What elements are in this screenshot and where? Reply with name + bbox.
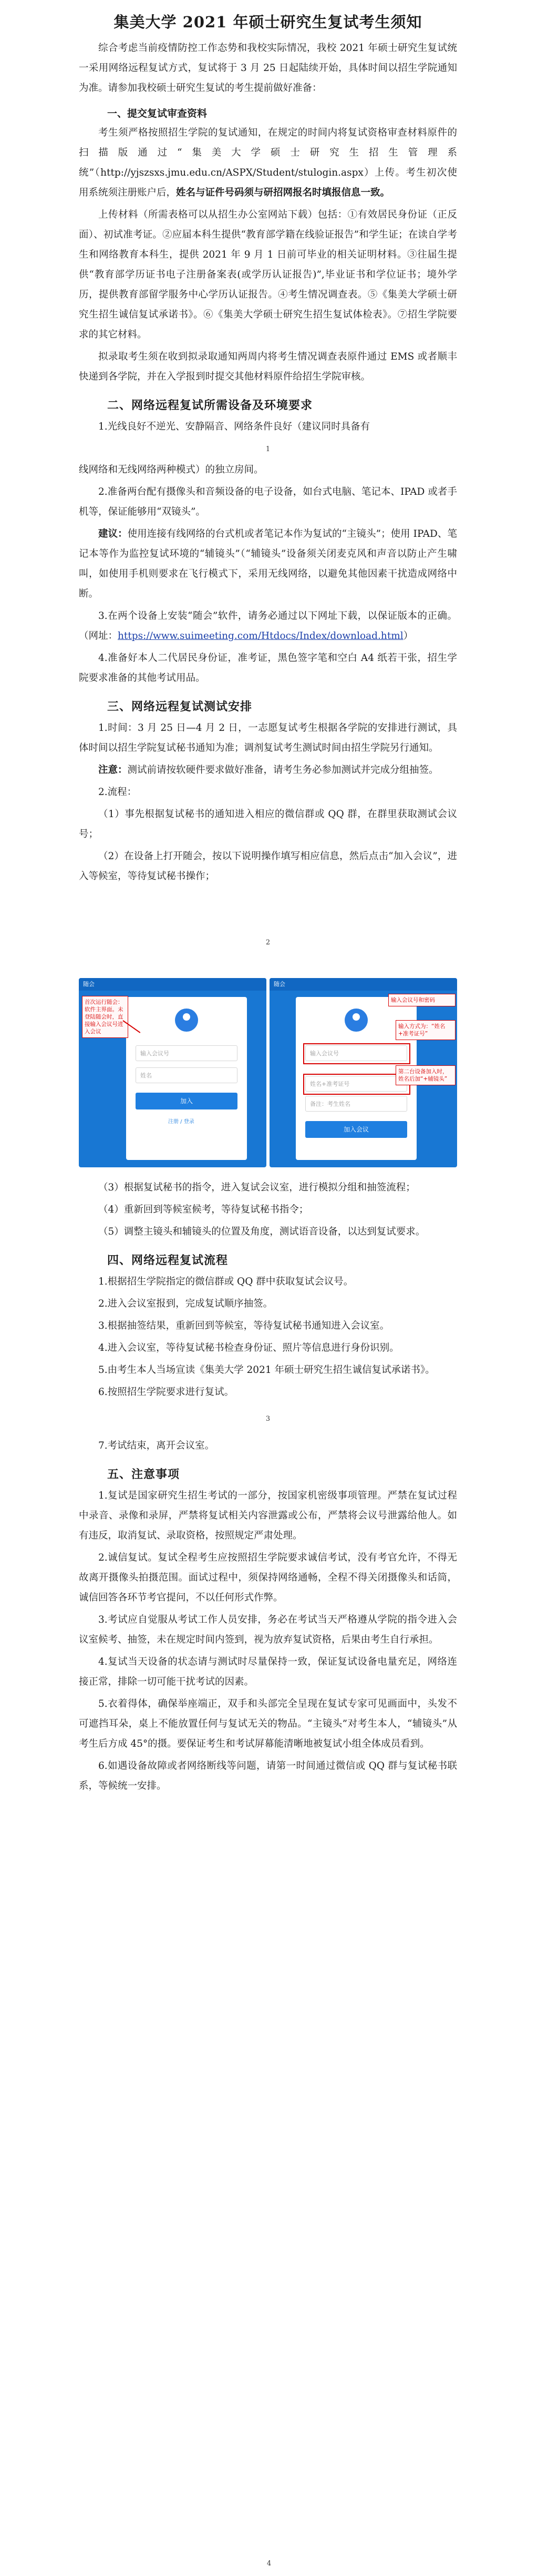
screenshot-left	[79, 978, 266, 1167]
download-text-end: ）	[403, 630, 413, 642]
intro-paragraph: 综合考虑当前疫情防控工作态势和我校实际情况，我校 2021 年硕士研究生复试统一采用网络远程复试方式，复试将于 3 月 25 日起陆续开始，具体时间以招生学院通知为准。请参加我校硕士研究生复试的考生提前做好准备：	[79, 43, 457, 94]
section-3-heading: 三、网络远程复试测试安排	[107, 700, 253, 714]
highlight-box	[303, 1043, 410, 1064]
section-4-paragraph-7: 7.考试结束，离开会议室。	[98, 1440, 215, 1451]
page-break-1	[79, 439, 457, 460]
login-link[interactable]: 注册 / 登录	[168, 1119, 194, 1125]
section-5-paragraph-6: 6.如遇设备故障或者网络断线等问题，请第一时间通过微信或 QQ 群与复试秘书联系，等候统一安排。	[79, 1760, 457, 1791]
highlight-box	[303, 1074, 410, 1095]
section-4-paragraph-2: 2.进入会议室报到，完成复试顺序抽签。	[98, 1298, 273, 1309]
section-3-paragraph-8: （5）调整主镜头和辅镜头的位置及角度，测试语音设备，以达到复试要求。	[98, 1226, 426, 1237]
section-5-paragraph-2: 2.诚信复试。复试全程考生应按照招生学院要求诚信考试，没有考官允许，不得无故离开摄像头拍摄范围。面试过程中，须保持网络通畅，全程不得关闭摄像头和话筒，诚信回答各环节考官提问，不以任何形式作弊。	[79, 1552, 457, 1603]
avatar-icon	[175, 1009, 198, 1032]
section-5-paragraph-4: 4.复试当天设备的状态请与测试时尽量保持一致，保证复试设备电量充足，网络连接正常，排除一切可能干扰考试的因素。	[79, 1656, 457, 1687]
section-3-paragraph-6: （3）根据复试秘书的指令，进入复试会议室，进行模拟分组和抽签流程；	[98, 1182, 416, 1193]
left-callout-note: 首次运行随会：软件主界面。未登陆随会时，直接输入会议号进入会议	[82, 996, 128, 1038]
page-number-3: 3	[265, 1415, 271, 1423]
section-1-paragraph-1	[79, 123, 457, 203]
app-title-bar: 随会	[79, 978, 266, 991]
section-2-paragraph-2: 2.准备两台配有摄像头和音频设备的电子设备，如台式电脑、笔记本、IPAD 或者手机等，保证能够用“双镜头”。	[79, 486, 457, 517]
section-5-paragraph-1: 1.复试是国家研究生招生考试的一部分，按国家机密级事项管理。严禁在复试过程中录音、录像和录屏，严禁将复试相关内容泄露或公布，严禁将会议号泄露给他人。如有违反，取消复试、录取资格，按照规定严肃处理。	[79, 1490, 457, 1541]
section-2-paragraph-5: 4.准备好本人二代居民身份证，准考证，黑色签字笔和空白 A4 纸若干张，招生学院要求准备的其他考试用品。	[79, 653, 457, 684]
remark-input[interactable]: 备注：考生姓名	[305, 1096, 407, 1112]
section-4-paragraph-6: 6.按照招生学院要求进行复试。	[98, 1387, 234, 1398]
app-title-bar: 随会	[270, 978, 457, 991]
section-3-paragraph-1: 1.时间：3 月 25 日—4 月 2 日，一志愿复试考生根据各学院的安排进行测试，具体时间以招生学院复试秘书通知为准；调剂复试考生测试时间由招生学院另行通知。	[79, 722, 457, 754]
section-2-paragraph-1a: 1.光线良好不逆光、安静隔音、网络条件良好（建议同时具备有	[98, 421, 370, 432]
suggestion-text: 使用连接有线网络的台式机或者笔记本作为复试的“主镜头”；使用 IPAD、笔记本等作为监控复试环境的“辅镜头”（“辅镜头”设备须关闭麦克风和声音以防止产生啸叫，如使用手机则要求在飞行模式下，采用无线网络，以避免其他因素干扰造成网络中断。	[79, 528, 457, 599]
section-3-paragraph-2	[79, 760, 457, 780]
meeting-number-input[interactable]: 输入会议号	[305, 1045, 407, 1061]
download-link[interactable]: https://www.suimeeting.com/Htdocs/Index/download.html	[118, 630, 404, 642]
page-number-1: 1	[265, 445, 271, 453]
join-meeting-button[interactable]: 加入会议	[305, 1121, 407, 1138]
section-3-paragraph-5: （2）在设备上打开随会，按以下说明操作填写相应信息，然后点击“加入会议”，进入等候室，等待复试秘书操作；	[79, 851, 457, 882]
right-callout-note-1: 输入会议号和密码	[388, 994, 456, 1006]
section-2-paragraph-1b: 线网络和无线网络两种模式）的独立房间。	[79, 464, 264, 475]
section-2-paragraph-3	[79, 524, 457, 604]
name-input[interactable]: 姓名+准考证号	[305, 1076, 407, 1092]
section-3-paragraph-4: （1）事先根据复试秘书的通知进入相应的微信群或 QQ 群，在群里获取测试会议号；	[79, 809, 457, 840]
screenshot-right	[270, 978, 457, 1167]
document-content	[79, 0, 457, 1798]
section-5-heading: 五、注意事项	[107, 1468, 180, 1481]
download-text: 3.在两个设备上安装“随会”软件，请务必通过以下网址下载，以保证版本的正确。（网址：	[79, 610, 457, 642]
section-1-paragraph-2: 上传材料（所需表格可以从招生办公室网站下载）包括：①有效居民身份证（正反面）、初试准考证。②应届本科生提供“教育部学籍在线验证报告”和学生证；在读自学考生和网络教育本科生，提供 2021 年 9 月 1 日前可毕业的相关证明材料。③往届生提供“教育部学历证书电子注册备案表(或学历认证报告)”,毕业证书和学位证书；境外学历，提供教育部留学服务中心学历认证报告。④考生情况调查表。⑤《集美大学硕士研究生招生诚信复试承诺书》。⑥《集美大学硕士研究生招生复试体检表》。⑦招生学院要求的其它材料。	[79, 209, 458, 340]
login-card	[126, 997, 247, 1160]
section-1-p1-text: 考生须严格按照招生学院的复试通知，在规定的时间内将复试资格审查材料原件的扫描版通过“集美大学硕士研究生招生管理系统”（http://yjszsxs.jmu.edu.cn/ASPX/Student/stulogin.aspx）上传。考生初次使用系统须注册账户后，	[79, 127, 457, 198]
name-input[interactable]: 姓名	[136, 1067, 237, 1083]
document-title: 集美大学 2021 年硕士研究生复试考生须知	[113, 13, 422, 31]
section-5-paragraph-3: 3.考试应自觉服从考试工作人员安排，务必在考试当天严格遵从学院的指令进入会议室候考、抽签，未在规定时间内签到，视为放弃复试资格，后果由考生自行承担。	[79, 1614, 457, 1645]
right-callout-note-3: 第二台设备加入时，姓名后加“+辅镜头”	[396, 1065, 456, 1085]
attention-text: 测试前请按软硬件要求做好准备，请考生务必参加测试并完成分组抽签。	[127, 765, 439, 776]
section-2-paragraph-4	[79, 606, 457, 646]
section-3-paragraph-3: 2.流程：	[98, 787, 137, 798]
section-1-heading: 一、提交复试审查资料	[107, 108, 208, 119]
page-break-2	[79, 889, 457, 968]
section-1-p1-bold: 姓名与证件号码须与研招网报名时填报信息一致。	[176, 187, 390, 198]
section-4-paragraph-4: 4.进入会议室，等待复试秘书检查身份证、照片等信息进行身份识别。	[98, 1342, 399, 1353]
section-4-paragraph-1: 1.根据招生学院指定的微信群或 QQ 群中获取复试会议号。	[98, 1276, 354, 1287]
section-1-paragraph-3: 拟录取考生须在收到拟录取通知两周内将考生情况调查表原件通过 EMS 或者顺丰快递到各学院，并在入学报到时提交其他材料原件给招生学院审核。	[79, 351, 457, 382]
avatar-icon	[345, 1009, 368, 1032]
page-break-3	[79, 1404, 457, 1436]
page-number-4: 4	[266, 2560, 272, 2568]
section-4-paragraph-5: 5.由考生本人当场宣读《集美大学 2021 年硕士研究生招生诚信复试承诺书》。	[98, 1365, 435, 1376]
section-4-paragraph-3: 3.根据抽签结果，重新回到等候室，等待复试秘书通知进入会议室。	[98, 1320, 390, 1331]
software-screenshots	[79, 978, 457, 1167]
page-number-2: 2	[265, 939, 271, 946]
section-5-paragraph-5: 5.衣着得体，确保举座端正，双手和头部完全呈现在复试专家可见画面中，头发不可遮挡耳朵，桌上不能放置任何与复试无关的物品。“主镜头”对考生本人，“辅镜头”从考生后方成 45°的摄。要保证考生和考试屏幕能清晰地被复试小组全体成员看到。	[79, 1698, 457, 1749]
section-2-heading: 二、网络远程复试所需设备及环境要求	[107, 399, 313, 412]
join-button[interactable]: 加入	[136, 1093, 237, 1109]
section-3-paragraph-7: （4）重新回到等候室候考，等待复试秘书指令；	[98, 1204, 309, 1215]
suggestion-label: 建议：	[98, 528, 128, 539]
section-4-heading: 四、网络远程复试流程	[107, 1254, 229, 1267]
right-callout-note-2: 输入方式为：“姓名+准考证号”	[396, 1020, 456, 1040]
attention-label: 注意：	[98, 765, 128, 776]
meeting-number-input[interactable]: 输入会议号	[136, 1045, 237, 1061]
